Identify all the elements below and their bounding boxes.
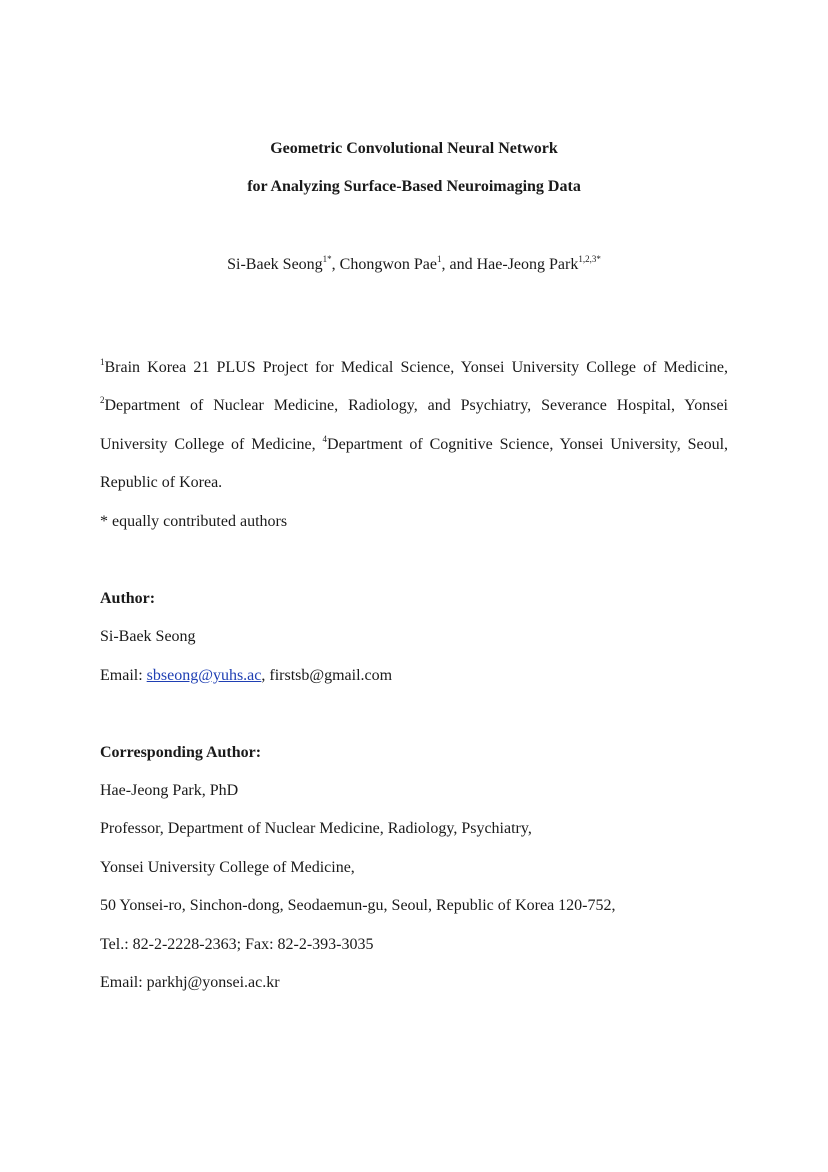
author-name: Chongwon Pae [339, 256, 437, 273]
email-label: Email: [100, 667, 147, 684]
email-rest: , firstsb@gmail.com [261, 667, 393, 684]
title-line-1: Geometric Convolutional Neural Network [270, 140, 558, 157]
corresponding-name: Hae-Jeong Park, PhD [100, 782, 239, 799]
affiliation-line-4: Republic of Korea. [100, 474, 223, 491]
affiliation-text: Department of Nuclear Medicine, Radiology, and Psychiatry, Severance Hospital, Yonsei [104, 397, 728, 414]
affiliation-sup: 4 [322, 433, 328, 444]
corresponding-address: 50 Yonsei-ro, Sinchon-dong, Seodaemun-gu, Seoul, Republic of Korea 120-752, [100, 897, 616, 914]
affiliation-text: Department of Cognitive Science, Yonsei University, Seoul, [327, 436, 729, 453]
affiliation-line-3 [100, 433, 729, 454]
author-name: Si-Baek Seong [100, 628, 196, 645]
email-link[interactable]: sbseong@yuhs.ac [146, 667, 262, 684]
author-affiliation-sup: 1,2,3* [578, 253, 601, 264]
author-affiliation-sup: 1 [437, 253, 442, 264]
corresponding-position: Professor, Department of Nuclear Medicine, Radiology, Psychiatry, [100, 820, 532, 837]
author-name: Si-Baek Seong [227, 256, 323, 273]
author-email [100, 667, 392, 685]
title-line-2: for Analyzing Surface-Based Neuroimaging Data [247, 178, 581, 195]
corresponding-heading: Corresponding Author: [100, 744, 262, 761]
author-separator: , and [441, 256, 477, 273]
affiliation-line-2 [100, 394, 728, 415]
affiliation-sup: 1 [100, 356, 105, 367]
affiliation-text: University College of Medicine, [100, 436, 323, 453]
author-heading: Author: [100, 590, 156, 607]
equal-contribution-note: * equally contributed authors [100, 513, 288, 530]
corresponding-email: Email: parkhj@yonsei.ac.kr [100, 974, 280, 991]
author-affiliation-sup: 1* [322, 253, 332, 264]
affiliation-sup: 2 [100, 394, 105, 405]
author-list [0, 253, 828, 274]
affiliation-text: Brain Korea 21 PLUS Project for Medical Science, Yonsei University College of Medicine, [104, 359, 728, 376]
author-separator: , [331, 256, 340, 273]
author-name: Hae-Jeong Park [476, 256, 579, 273]
affiliation-line-1 [100, 356, 728, 377]
corresponding-phone: Tel.: 82-2-2228-2363; Fax: 82-2-393-3035 [100, 936, 374, 953]
corresponding-institution: Yonsei University College of Medicine, [100, 859, 355, 876]
